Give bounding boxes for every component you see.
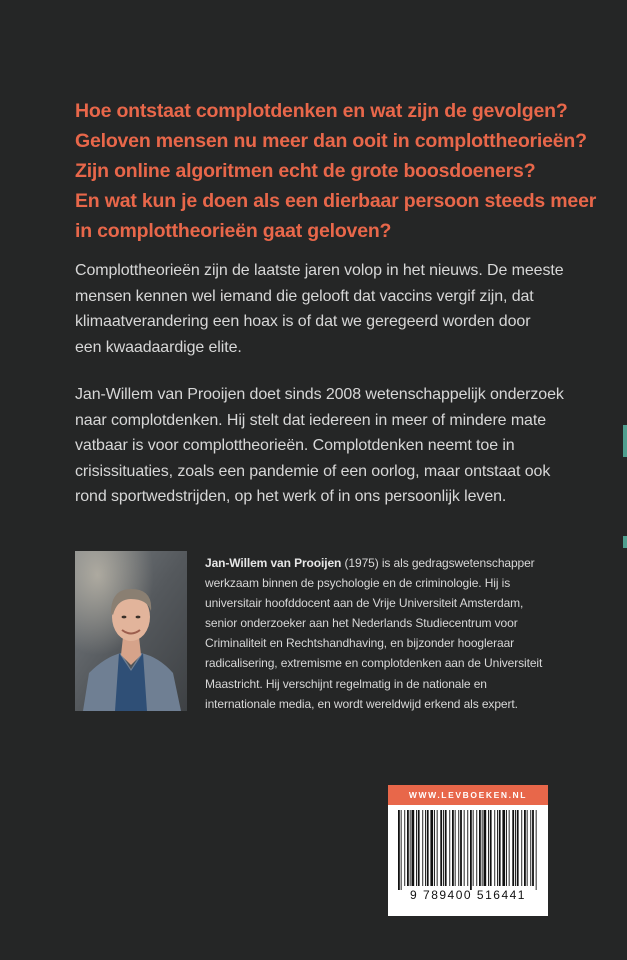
paragraph-line: een kwaadaardige elite.	[75, 338, 242, 356]
bio-first-line: (1975) is als gedragswetenschapper	[341, 556, 535, 570]
bio-line: senior onderzoeker aan het Nederlands Studiecentrum voor	[205, 616, 518, 631]
author-photo	[75, 551, 187, 711]
question-line: Geloven mensen nu meer dan ooit in complottheorieën?	[75, 130, 587, 152]
author-bio	[205, 553, 565, 714]
isbn-number: 9 789400 516441	[410, 888, 526, 902]
bio-line: Maastricht. Hij verschijnt regelmatig in de nationale en	[205, 676, 487, 691]
paragraph-line: klimaatverandering een hoax is of dat we geregeerd worden door	[75, 313, 531, 330]
paragraph-line: crisissituaties, zoals een pandemie of een oorlog, maar ontstaat ook	[75, 462, 551, 480]
paragraph-line: naar complotdenken. Hij stelt dat iedereen in meer of mindere mate	[75, 411, 546, 429]
paragraph-line: mensen kennen wel iemand die gelooft dat vaccins vergif zijn, dat	[75, 287, 534, 305]
bio-line	[205, 553, 565, 573]
question-line: En wat kun je doen als een dierbaar persoon steeds meer	[75, 190, 597, 212]
publisher-url: WWW.LEVBOEKEN.NL	[388, 785, 548, 805]
question-line: Hoe ontstaat complotdenken en wat zijn de gevolgen?	[75, 100, 568, 122]
spine-edge-mark	[623, 425, 627, 457]
paragraph-line: Jan-Willem van Prooijen doet sinds 2008 wetenschappelijk onderzoek	[75, 386, 564, 403]
paragraph-line: Complottheorieën zijn de laatste jaren volop in het nieuws. De meeste	[75, 262, 564, 279]
author-research-paragraph	[75, 382, 575, 510]
bio-line: werkzaam binnen de psychologie en de criminologie. Hij is	[205, 576, 511, 591]
bio-line: universitair hoofddocent aan de Vrije Universiteit Amsterdam,	[205, 596, 524, 611]
questions-block	[75, 96, 597, 246]
bio-line: internationale media, en wordt wereldwijd erkend als expert.	[205, 696, 518, 711]
spine-edge-mark	[623, 536, 627, 548]
intro-paragraph	[75, 258, 575, 360]
bio-line: radicalisering, extremisme en complotdenken aan de Universiteit	[205, 656, 543, 671]
question-line: in complottheorieën gaat geloven?	[75, 220, 392, 242]
author-name: Jan-Willem van Prooijen	[205, 556, 342, 570]
paragraph-line: rond sportwedstrijden, op het werk of in ons persoonlijk leven.	[75, 488, 507, 505]
paragraph-line: vatbaar is voor complottheorieën. Complotdenken neemt toe in	[75, 437, 515, 454]
bio-line: Criminaliteit en Rechtshandhaving, en bijzonder hoogleraar	[205, 636, 515, 651]
question-line: Zijn online algoritmen echt de grote boosdoeners?	[75, 160, 536, 182]
barcode-box	[388, 785, 548, 916]
barcode-bars	[396, 810, 540, 890]
